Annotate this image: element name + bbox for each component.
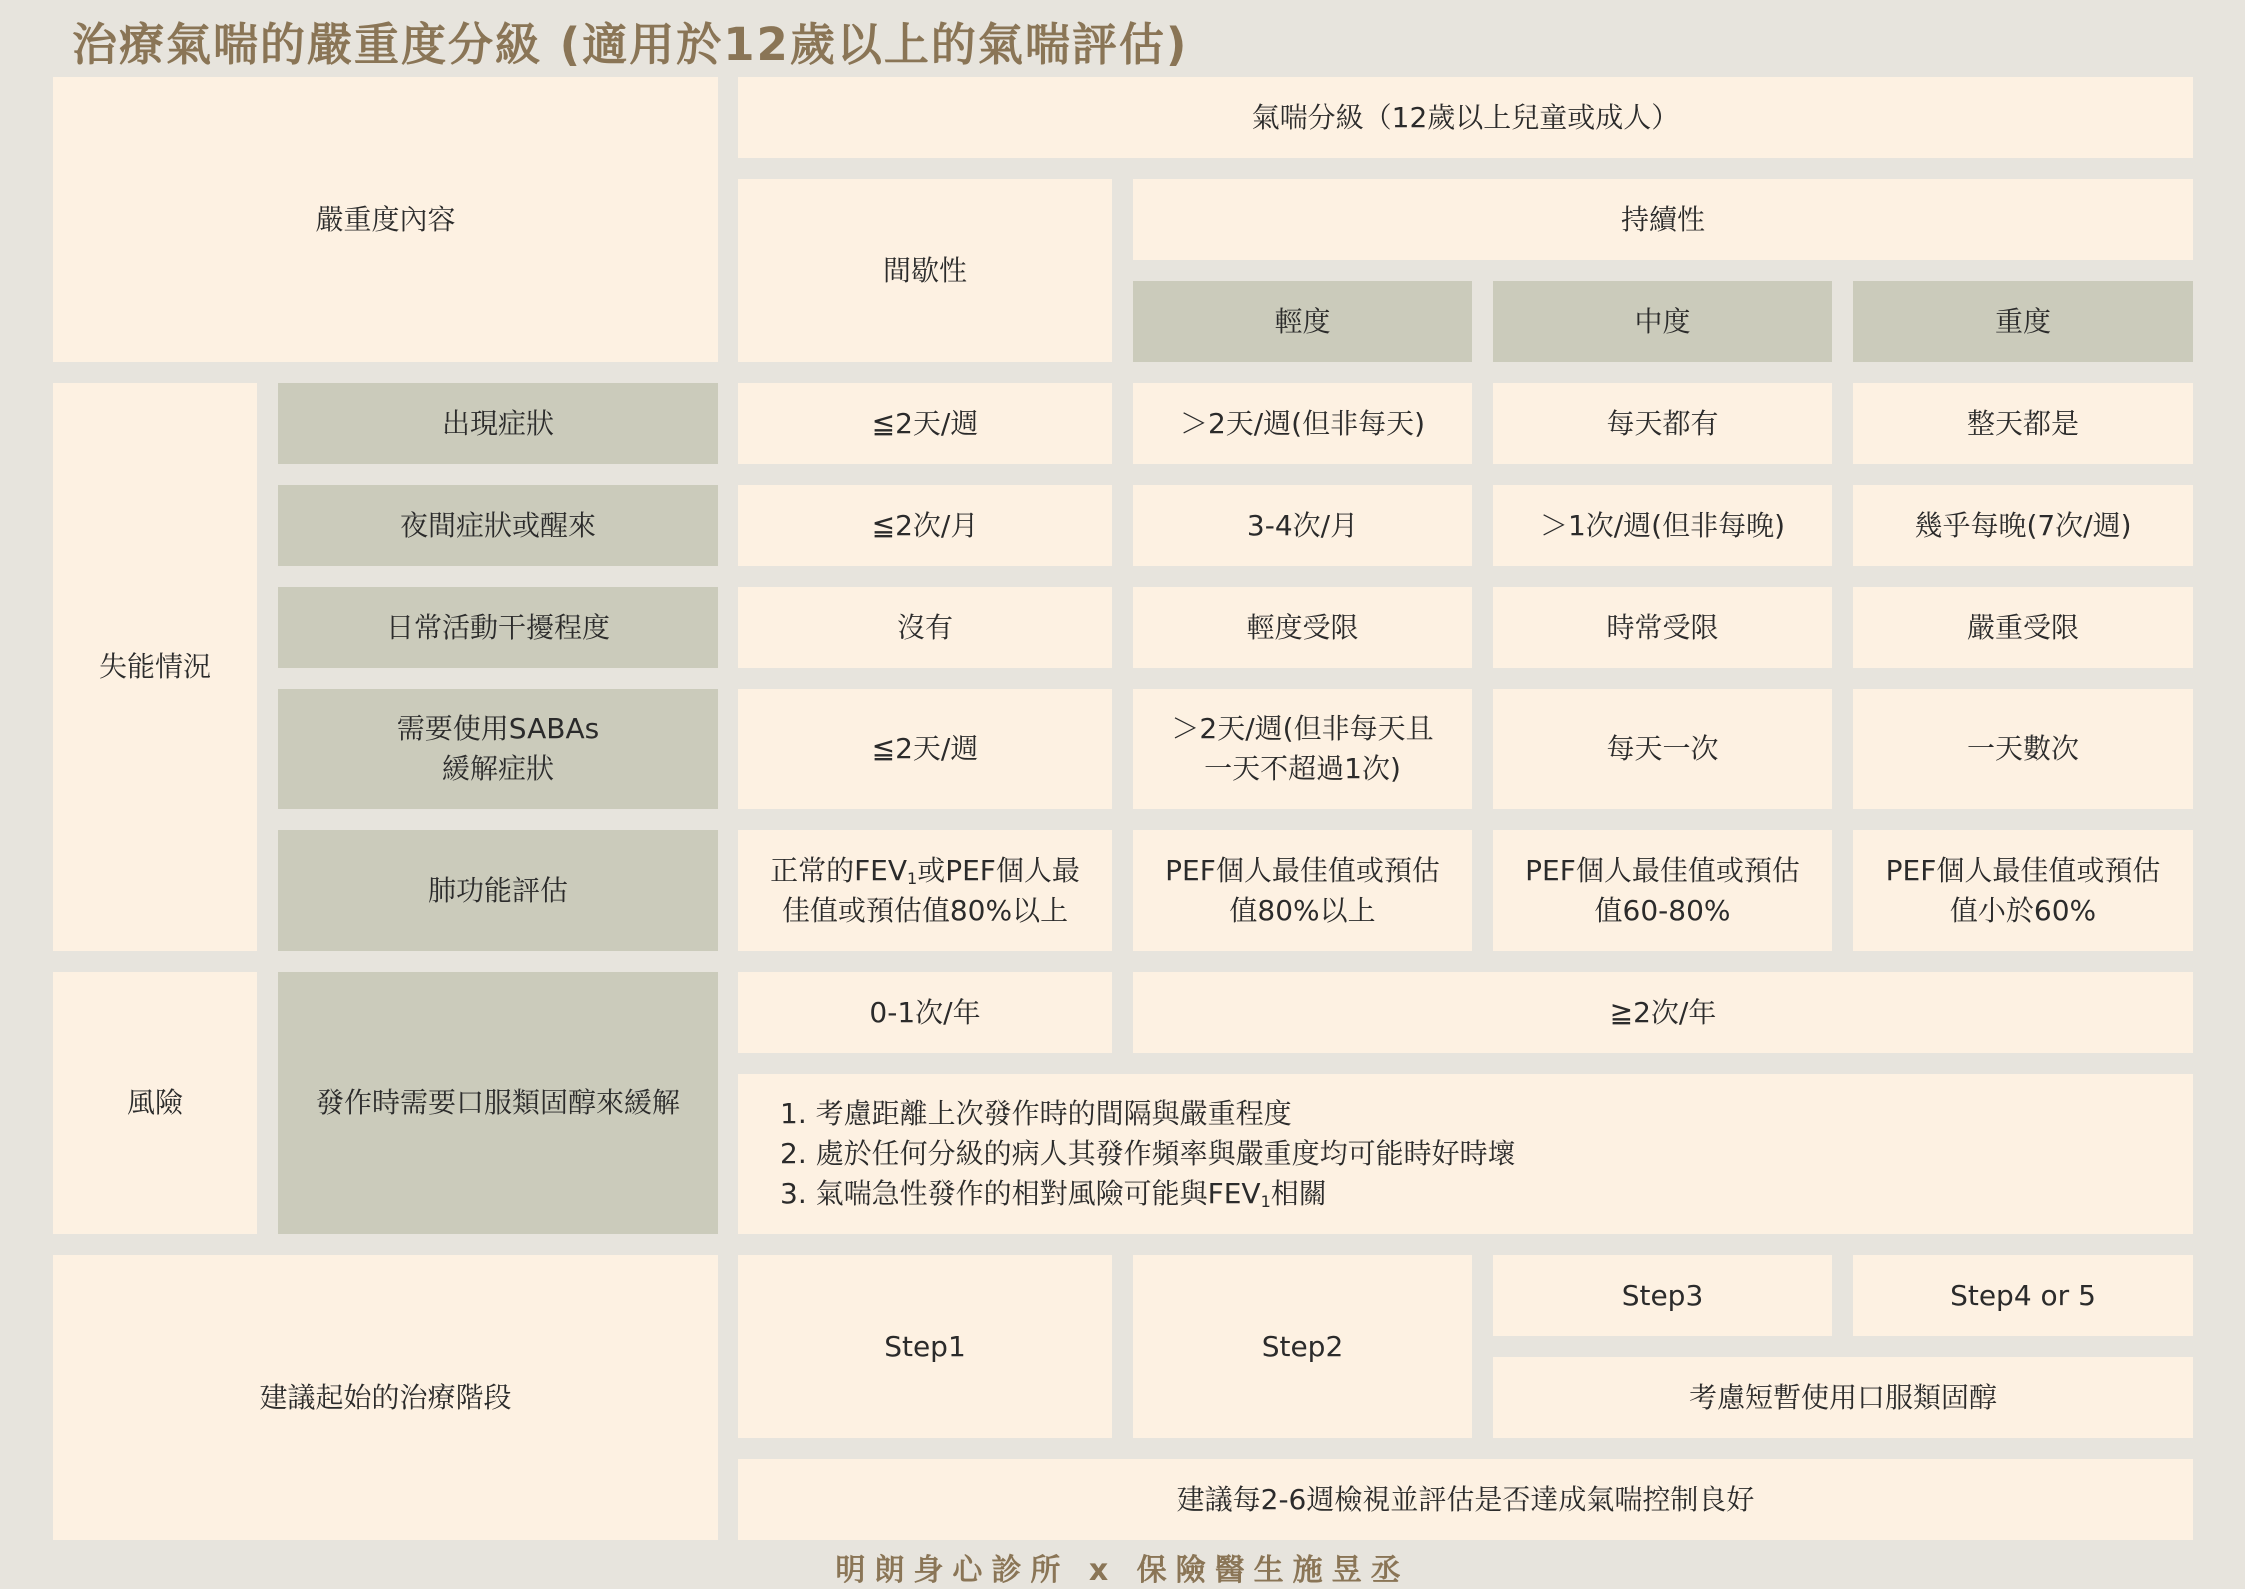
row-saba-label-line2: 緩解症狀	[441, 752, 554, 785]
row-symptoms-mild	[1133, 383, 1472, 464]
row-saba-intermittent	[738, 689, 1112, 809]
row-saba-moderate-text: 每天一次	[1606, 732, 1719, 766]
row-lung-intermittent-sub: 1	[907, 868, 918, 888]
row-saba-label-line1: 需要使用SABAs	[396, 712, 600, 746]
row-saba-label	[278, 689, 718, 809]
impairment-group-label	[53, 383, 257, 951]
row-lung-severe	[1853, 830, 2193, 951]
risk-intermittent-text: 0-1次/年	[869, 995, 981, 1029]
impairment-group-label-text: 失能情況	[98, 650, 211, 684]
header-mild	[1133, 281, 1472, 362]
row-nighttime-label	[278, 485, 718, 566]
row-symptoms-mild-text: ＞2天/週(但非每天)	[1179, 406, 1426, 440]
row-lung-mild	[1133, 830, 1472, 951]
header-severe	[1853, 281, 2193, 362]
risk-note-1: 1. 考慮距離上次發作時的間隔與嚴重程度	[780, 1097, 1292, 1131]
row-saba-mild-line1: ＞2天/週(但非每天且	[1171, 712, 1434, 746]
row-saba-mild-line2: 一天不超過1次)	[1204, 752, 1401, 785]
row-nighttime-mild	[1133, 485, 1472, 566]
header-severe-text: 重度	[1994, 304, 2051, 338]
header-persistent	[1133, 179, 2193, 260]
row-lung-label	[278, 830, 718, 951]
row-nighttime-label-text: 夜間症狀或醒來	[399, 508, 596, 542]
row-symptoms-severe	[1853, 383, 2193, 464]
row-lung-severe-line1: PEF個人最佳值或預估	[1885, 853, 2161, 887]
row-lung-moderate-line2: 值60-80%	[1594, 893, 1731, 927]
row-lung-moderate	[1493, 830, 1832, 951]
treatment-oral-steroid-text: 考慮短暫使用口服類固醇	[1688, 1380, 1997, 1414]
risk-note-3-a: 3. 氣喘急性發作的相對風險可能與FEV	[780, 1176, 1261, 1210]
risk-label-text: 發作時需要口服類固醇來緩解	[315, 1086, 680, 1120]
treatment-label-text: 建議起始的治療階段	[259, 1380, 512, 1414]
risk-persistent-text: ≧2次/年	[1609, 995, 1717, 1029]
row-nighttime-intermittent-text: ≦2次/月	[871, 508, 979, 542]
treatment-step1	[738, 1255, 1112, 1438]
row-symptoms-severe-text: 整天都是	[1966, 406, 2079, 440]
footer-credit: 明朗身心診所 x 保險醫生施昱丞	[835, 1553, 1410, 1588]
header-intermittent	[738, 179, 1112, 362]
treatment-step3-text: Step3	[1621, 1278, 1704, 1312]
header-content-label	[53, 77, 718, 362]
risk-group-label-text: 風險	[126, 1086, 183, 1120]
treatment-step45-text: Step4 or 5	[1950, 1278, 2096, 1312]
row-saba-intermittent-text: ≦2天/週	[871, 732, 979, 766]
risk-notes	[738, 1074, 2193, 1234]
risk-note-3-sub: 1	[1260, 1191, 1271, 1211]
treatment-step45	[1853, 1255, 2193, 1336]
row-activity-intermittent	[738, 587, 1112, 668]
row-symptoms-label	[278, 383, 718, 464]
row-lung-intermittent	[738, 830, 1112, 951]
row-symptoms-intermittent-text: ≦2天/週	[871, 406, 979, 440]
header-moderate	[1493, 281, 1832, 362]
row-nighttime-mild-text: 3-4次/月	[1246, 508, 1359, 542]
row-saba-moderate	[1493, 689, 1832, 809]
row-symptoms-moderate	[1493, 383, 1832, 464]
row-nighttime-severe	[1853, 485, 2193, 566]
treatment-step1-text: Step1	[884, 1329, 966, 1363]
row-symptoms-moderate-text: 每天都有	[1606, 406, 1719, 440]
row-nighttime-intermittent	[738, 485, 1112, 566]
row-activity-mild-text: 輕度受限	[1246, 610, 1359, 644]
row-lung-mild-line1: PEF個人最佳值或預估	[1165, 853, 1440, 887]
treatment-followup-text: 建議每2-6週檢視並評估是否達成氣喘控制良好	[1176, 1482, 1755, 1516]
row-lung-severe-line2: 值小於60%	[1949, 893, 2097, 927]
header-moderate-text: 中度	[1634, 304, 1691, 338]
treatment-oral-steroid	[1493, 1357, 2193, 1438]
row-nighttime-moderate-text: ＞1次/週(但非每晚)	[1539, 508, 1786, 542]
row-activity-intermittent-text: 沒有	[896, 610, 953, 644]
row-saba-mild	[1133, 689, 1472, 809]
treatment-step3	[1493, 1255, 1832, 1336]
header-classification	[738, 77, 2193, 158]
row-lung-intermittent-b: 或PEF個人最	[917, 853, 1080, 887]
row-saba-severe-text: 一天數次	[1966, 732, 2079, 766]
row-nighttime-severe-text: 幾乎每晚(7次/週)	[1914, 508, 2132, 542]
page-title: 治療氣喘的嚴重度分級 (適用於12歲以上的氣喘評估)	[72, 18, 1189, 71]
row-lung-moderate-line1: PEF個人最佳值或預估	[1525, 853, 1800, 887]
row-activity-moderate-text: 時常受限	[1606, 610, 1719, 644]
header-mild-text: 輕度	[1274, 304, 1331, 338]
treatment-step2	[1133, 1255, 1472, 1438]
row-lung-label-text: 肺功能評估	[427, 873, 568, 907]
row-activity-severe	[1853, 587, 2193, 668]
risk-group-label	[53, 972, 257, 1234]
treatment-followup	[738, 1459, 2193, 1540]
row-nighttime-moderate	[1493, 485, 1832, 566]
row-lung-mild-line2: 值80%以上	[1229, 893, 1376, 927]
row-activity-moderate	[1493, 587, 1832, 668]
treatment-step2-text: Step2	[1261, 1329, 1344, 1363]
risk-intermittent	[738, 972, 1112, 1053]
treatment-label	[53, 1255, 718, 1540]
row-saba-severe	[1853, 689, 2193, 809]
header-classification-text: 氣喘分級（12歲以上兒童或成人）	[1251, 100, 1680, 134]
risk-note-3-b: 相關	[1270, 1176, 1327, 1210]
risk-persistent	[1133, 972, 2193, 1053]
row-symptoms-label-text: 出現症狀	[441, 406, 554, 440]
header-intermittent-text: 間歇性	[882, 253, 967, 287]
row-lung-intermittent-a: 正常的FEV	[770, 853, 908, 887]
risk-note-2: 2. 處於任何分級的病人其發作頻率與嚴重度均可能時好時壞	[780, 1137, 1516, 1171]
header-content-label-text: 嚴重度內容	[315, 202, 456, 236]
row-activity-label	[278, 587, 718, 668]
row-activity-label-text: 日常活動干擾程度	[385, 610, 610, 644]
risk-label	[278, 972, 718, 1234]
row-symptoms-intermittent	[738, 383, 1112, 464]
row-activity-mild	[1133, 587, 1472, 668]
row-lung-intermittent-line1	[770, 851, 1080, 891]
row-lung-intermittent-line2: 佳值或預估值80%以上	[781, 893, 1069, 927]
header-persistent-text: 持續性	[1620, 202, 1705, 236]
row-activity-severe-text: 嚴重受限	[1966, 610, 2079, 644]
risk-note-3	[780, 1174, 1516, 1214]
